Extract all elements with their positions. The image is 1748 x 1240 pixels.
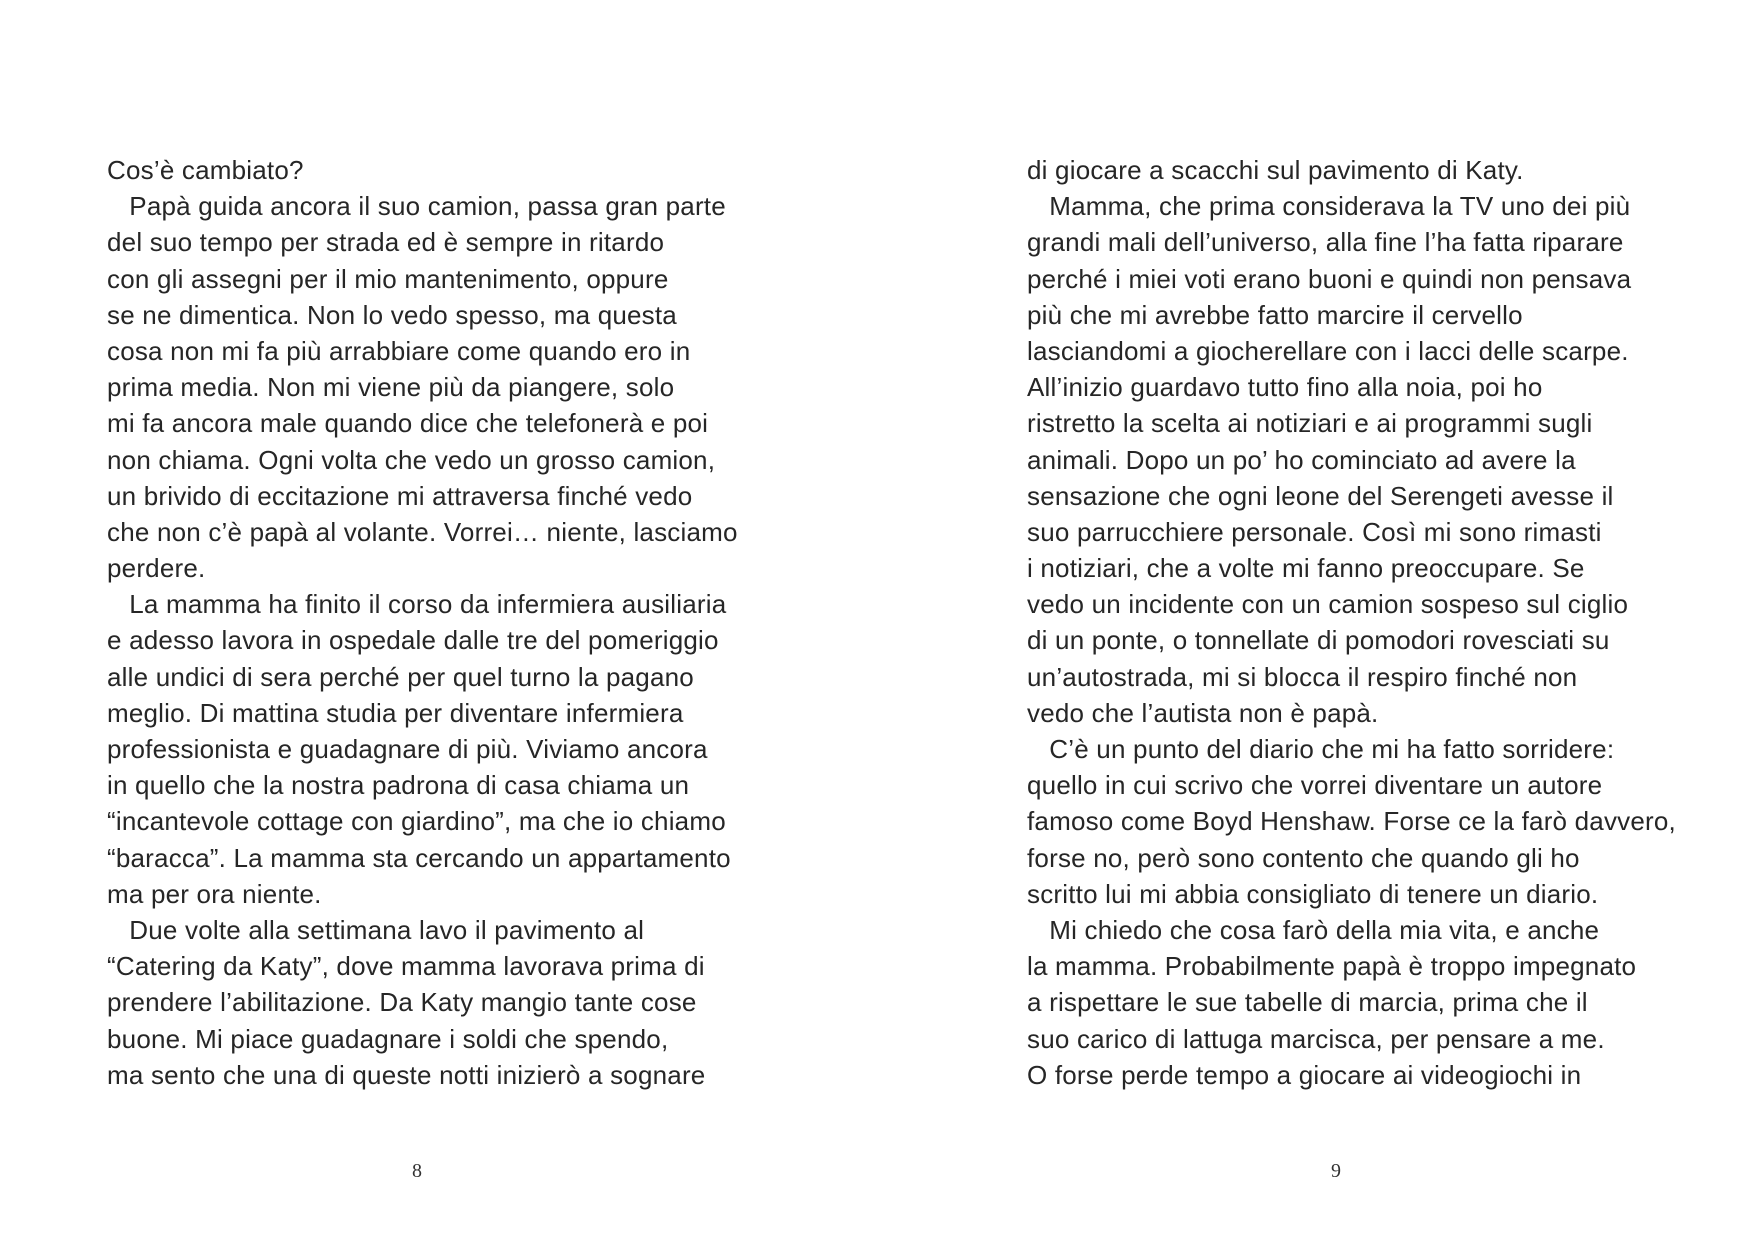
text-line: professionista e guadagnare di più. Viviamo ancora	[107, 734, 708, 764]
text-line: perché i miei voti erano buoni e quindi non pensava	[1027, 263, 1632, 294]
text-line: Mamma, che prima considerava la TV uno dei più	[1027, 191, 1631, 222]
text-line: forse no, però sono contento che quando gli ho	[1027, 842, 1580, 873]
text-line: quello in cui scrivo che vorrei diventare un autore	[1027, 770, 1603, 801]
text-line: “baracca”. La mamma sta cercando un appartamento	[107, 842, 731, 873]
text-line: suo parrucchiere personale. Così mi sono rimasti	[1027, 516, 1602, 547]
text-line: ma per ora niente.	[107, 878, 322, 909]
text-line: Cos’è cambiato?	[107, 155, 304, 185]
text-line: lasciandomi a giocherellare con i lacci delle scarpe.	[1027, 335, 1629, 366]
text-line: di un ponte, o tonnellate di pomodori rovesciati su	[1027, 625, 1610, 656]
text-line: C’è un punto del diario che mi ha fatto sorridere:	[1027, 734, 1615, 764]
text-line: vedo un incidente con un camion sospeso sul ciglio	[1027, 589, 1629, 620]
text-line: del suo tempo per strada ed è sempre in ritardo	[107, 227, 665, 258]
text-line: di giocare a scacchi sul pavimento di Katy.	[1027, 155, 1524, 185]
text-line: sensazione che ogni leone del Serengeti avesse il	[1027, 480, 1614, 511]
text-line: e adesso lavora in ospedale dalle tre del pomeriggio	[107, 625, 719, 656]
text-line: prendere l’abilitazione. Da Katy mangio tante cose	[107, 987, 697, 1018]
text-line: All’inizio guardavo tutto fino alla noia, poi ho	[1027, 372, 1543, 403]
right-page-text	[1027, 152, 1676, 1093]
text-line: un brivido di eccitazione mi attraversa finché vedo	[107, 480, 693, 511]
text-line: mi fa ancora male quando dice che telefonerà e poi	[107, 408, 709, 439]
text-line: “Catering da Katy”, dove mamma lavorava prima di	[107, 951, 705, 982]
text-line: prima media. Non mi viene più da piangere, solo	[107, 372, 675, 403]
text-line: alle undici di sera perché per quel turno la pagano	[107, 661, 694, 692]
text-line: la mamma. Probabilmente papà è troppo impegnato	[1027, 951, 1637, 982]
text-line: ristretto la scelta ai notiziari e ai programmi sugli	[1027, 408, 1593, 439]
text-line: La mamma ha finito il corso da infermiera ausiliaria	[107, 589, 727, 620]
text-line: a rispettare le sue tabelle di marcia, prima che il	[1027, 987, 1588, 1018]
text-line: Due volte alla settimana lavo il pavimento al	[107, 914, 645, 945]
text-line: Mi chiedo che cosa farò della mia vita, e anche	[1027, 914, 1600, 945]
text-line: che non c’è papà al volante. Vorrei… niente, lasciamo	[107, 516, 738, 547]
page-number-right: 9	[1331, 1160, 1341, 1182]
text-line: famoso come Boyd Henshaw. Forse ce la farò davvero,	[1027, 806, 1676, 837]
text-line: più che mi avrebbe fatto marcire il cervello	[1027, 299, 1523, 330]
text-line: vedo che l’autista non è papà.	[1027, 697, 1379, 728]
text-line: suo carico di lattuga marcisca, per pensare a me.	[1027, 1023, 1605, 1054]
text-line: non chiama. Ogni volta che vedo un grosso camion,	[107, 444, 716, 475]
text-line: buone. Mi piace guadagnare i soldi che spendo,	[107, 1023, 669, 1054]
text-line: un’autostrada, mi si blocca il respiro finché non	[1027, 661, 1578, 692]
text-line: grandi mali dell’universo, alla fine l’ha fatta riparare	[1027, 227, 1624, 258]
page-number-left: 8	[412, 1160, 422, 1182]
text-line: O forse perde tempo a giocare ai videogiochi in	[1027, 1059, 1582, 1090]
text-line: cosa non mi fa più arrabbiare come quando ero in	[107, 335, 691, 366]
text-line: animali. Dopo un po’ ho cominciato ad avere la	[1027, 444, 1576, 475]
text-line: Papà guida ancora il suo camion, passa gran parte	[107, 191, 726, 222]
text-line: ma sento che una di queste notti inizierò a sognare	[107, 1059, 706, 1090]
text-line: con gli assegni per il mio mantenimento, oppure	[107, 263, 669, 294]
left-page-text	[107, 152, 738, 1093]
text-line: se ne dimentica. Non lo vedo spesso, ma questa	[107, 299, 677, 330]
text-line: in quello che la nostra padrona di casa chiama un	[107, 770, 690, 801]
text-line: “incantevole cottage con giardino”, ma che io chiamo	[107, 806, 726, 837]
text-line: perdere.	[107, 553, 206, 584]
text-line: i notiziari, che a volte mi fanno preoccupare. Se	[1027, 553, 1585, 584]
text-line: scritto lui mi abbia consigliato di tenere un diario.	[1027, 878, 1599, 909]
text-line: meglio. Di mattina studia per diventare infermiera	[107, 697, 684, 728]
